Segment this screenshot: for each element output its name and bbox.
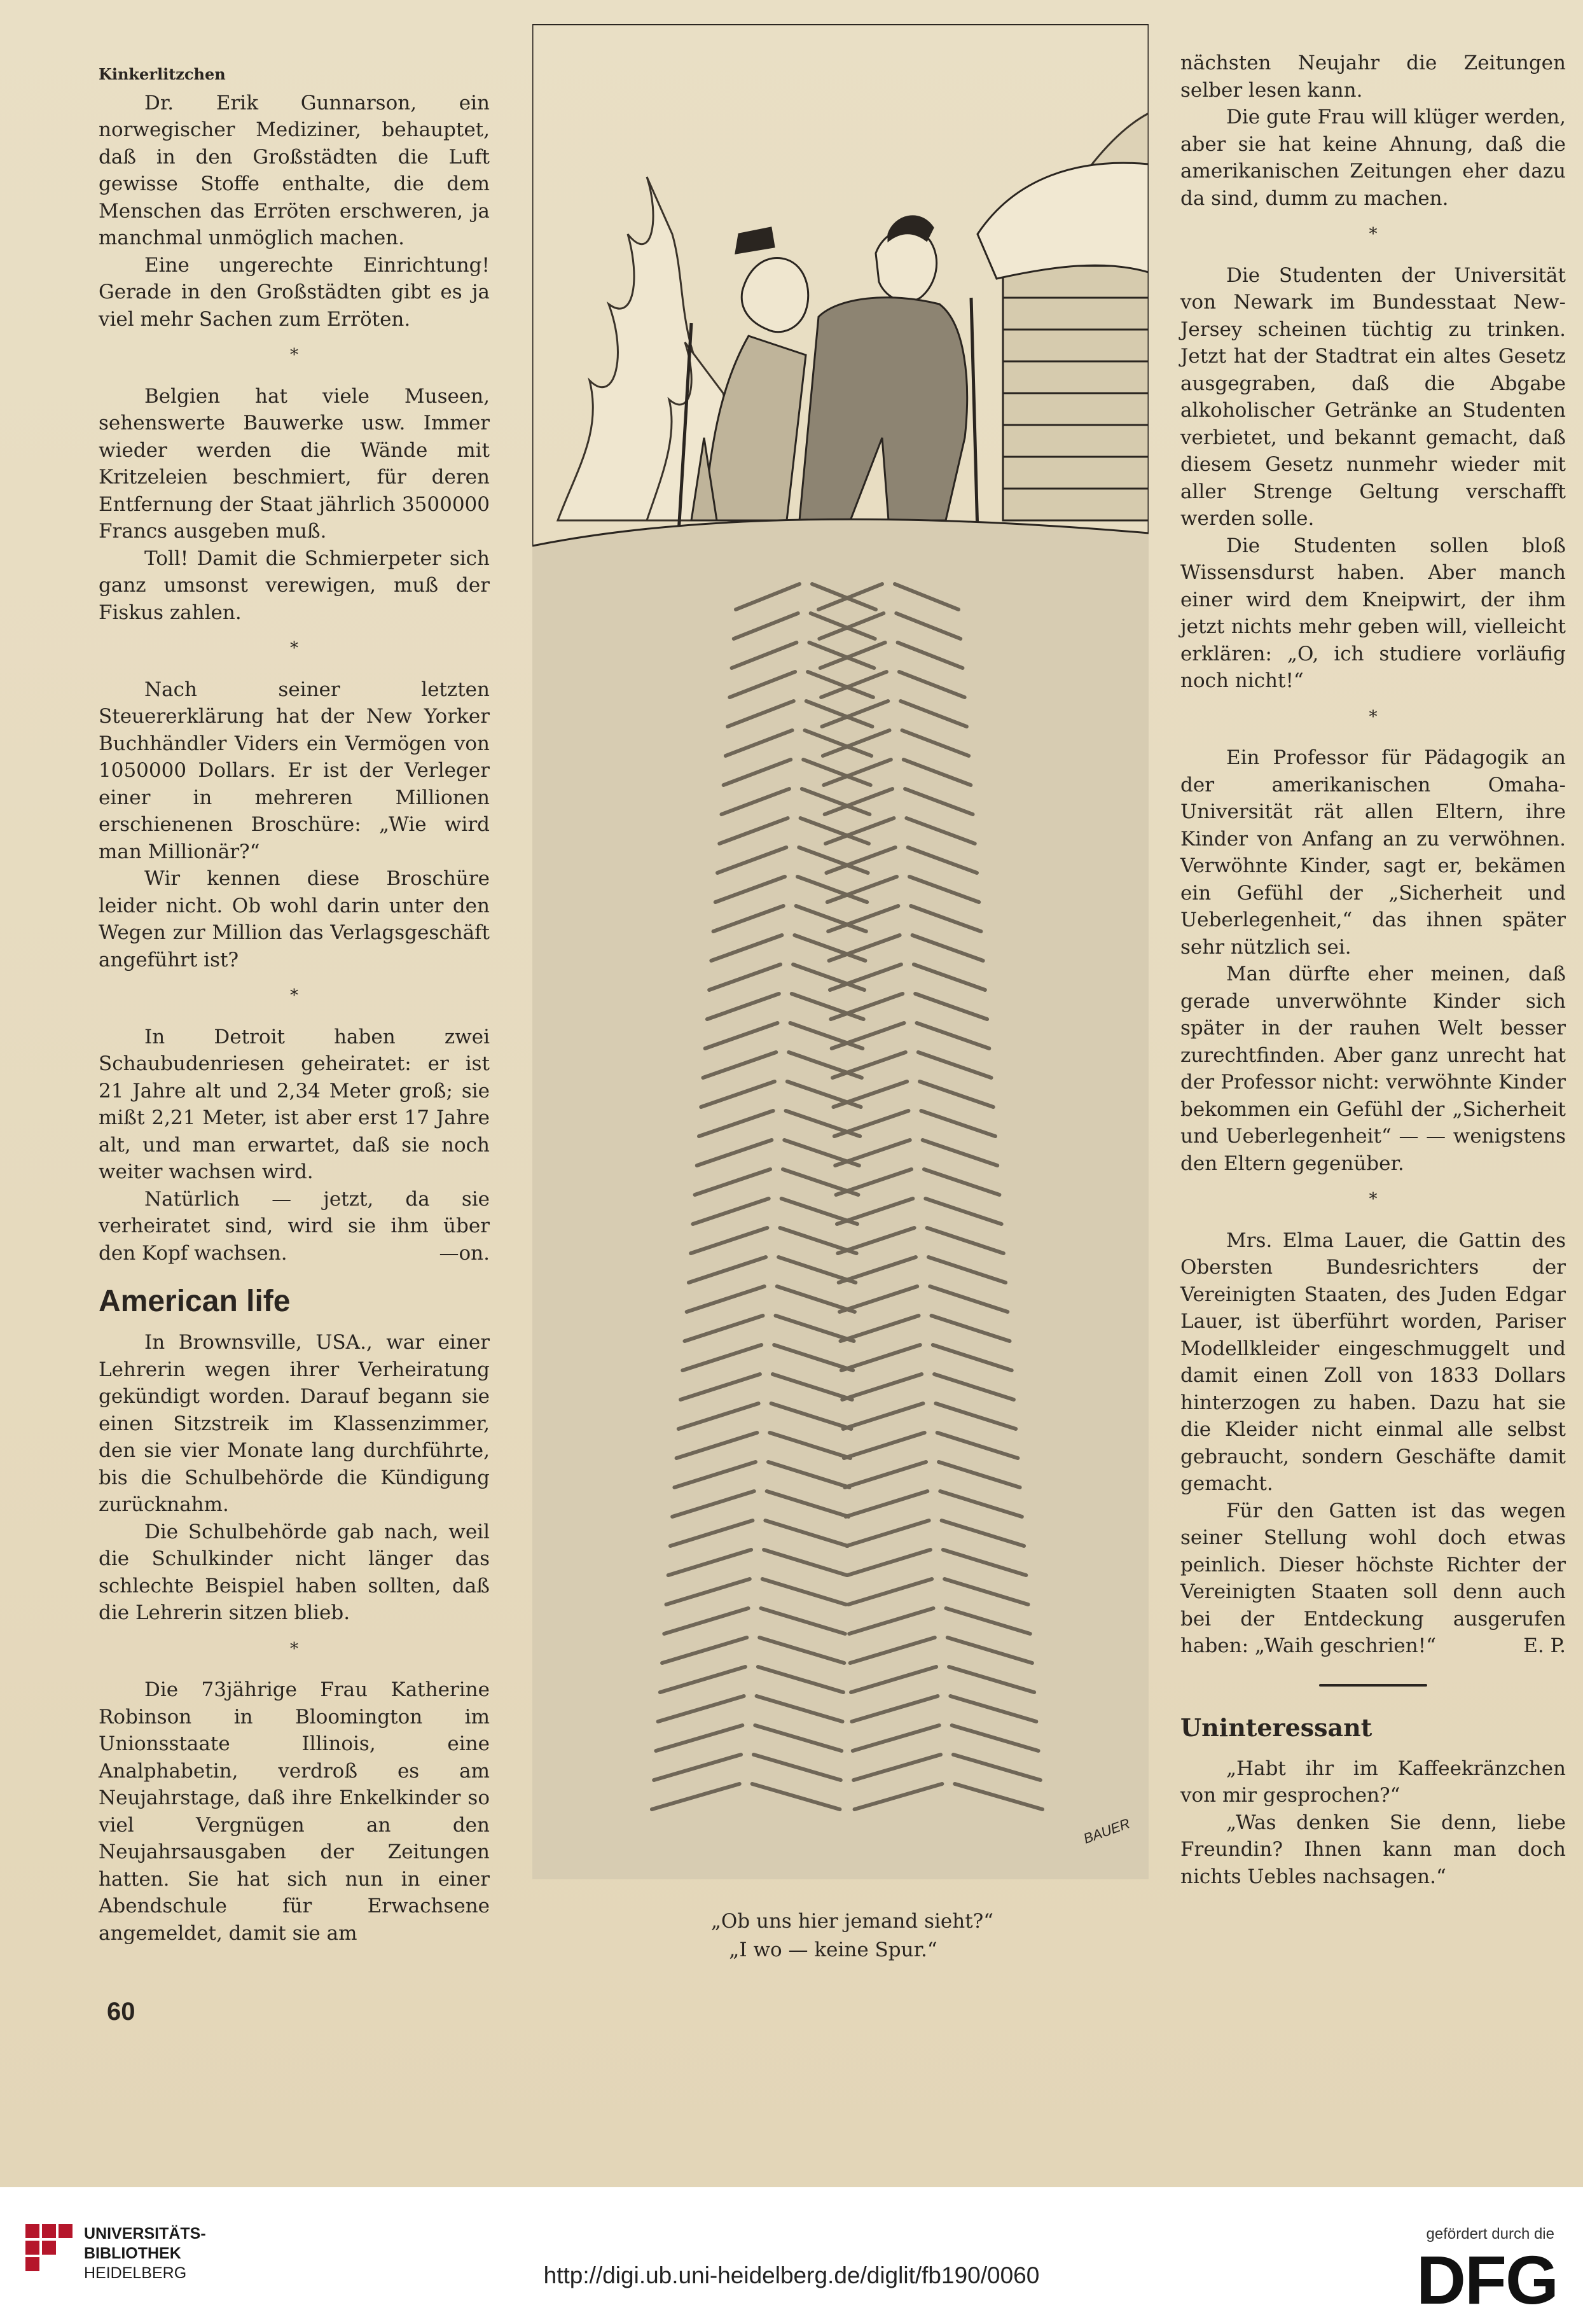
section-divider (1319, 1684, 1427, 1687)
author-signature: E. P. (1523, 1634, 1566, 1657)
paragraph: In Detroit haben zwei Schaubudenriesen geheiratet: er ist 21 Jahre alt und 2,34 Meter groß; sie mißt 2,21 Meter, ist aber erst 17 Jahre alt, und man erwartet, daß sie noch weiter wachsen wird. (99, 1025, 490, 1183)
separator-star: * (290, 986, 298, 1005)
right-column (1180, 50, 1566, 1890)
column-header: Kinkerlitzchen (99, 65, 226, 83)
caption-line: „I wo — keine Spur.“ (729, 1938, 937, 1961)
viewer-footer (0, 2187, 1583, 2324)
separator-star: * (1369, 1190, 1378, 1209)
paragraph: Die gute Frau will klüger werden, aber sie hat keine Ahnung, daß die amerikanischen Zeitungen eher dazu da sind, dumm zu machen. (1180, 106, 1566, 210)
institution-line: UNIVERSITÄTS- (84, 2225, 206, 2243)
paragraph: Nach seiner letzten Steuererklärung hat der New Yorker Buchhändler Viders ein Vermögen von 1050000 Dollars. Er ist der Verleger einer in mehreren Millionen erschienenen Broschüre: „Wie wird man Millionär?“ (99, 678, 490, 863)
illustration-caption (636, 1907, 1030, 1965)
paragraph: Man dürfte eher meinen, daß gerade unverwöhnte Kinder sich später in der rauhen Welt besser zurechtfinden. Aber ganz unrecht hat der Professor nicht: verwöhnte Kinder bekommen ein Gefühl der „Sicherheit und Ueberlegenheit“ — — wenigstens den Eltern gegenüber. (1180, 963, 1566, 1175)
separator-star: * (1369, 225, 1378, 244)
separator-star: * (1369, 707, 1378, 727)
page-number: 60 (107, 1998, 135, 2026)
separator-star: * (290, 639, 298, 658)
institution-line: HEIDELBERG (84, 2264, 187, 2282)
cartoon-illustration (532, 24, 1149, 1879)
institution-line: BIBLIOTHEK (84, 2244, 181, 2262)
paragraph: Ein Professor für Pädagogik an der amerikanischen Omaha-Universität rät allen Eltern, ihre Kinder von Anfang an zu verwöhnen. Verwöhnte Kinder, sagt er, bekämen ein Gefühl der „Sicherheit und Ueberlegenheit,“ das ihnen später sehr nützlich sei. (1180, 746, 1566, 959)
paragraph: Dr. Erik Gunnarson, ein norwegischer Mediziner, behauptet, daß in den Großstädten die Luft gewisse Stoffe enthalte, die dem Menschen das Erröten erschweren, ja manchmal unmöglich machen. (99, 91, 490, 249)
separator-star: * (290, 1639, 298, 1659)
paragraph-text: Natürlich — jetzt, da sie verheiratet sind, wird sie ihm über den Kopf wachsen. (99, 1187, 490, 1265)
paragraph: Die Studenten der Universität von Newark im Bundesstaat New-Jersey scheinen tüchtig zu trinken. Jetzt hat der Stadtrat ein altes Gesetz ausgegraben, daß die Abgabe alkoholischer Getränke an Studenten verbietet, und bekannt gemacht, daß diesem Gesetz nunmehr wieder mit aller Strenge Geltung verschafft werden solle. (1180, 263, 1566, 530)
dfg-logo: DFG (1416, 2241, 1558, 2318)
paragraph: Wir kennen diese Broschüre leider nicht. Ob wohl darin unter den Wegen zur Million das Verlagsgeschäft angeführt ist? (99, 867, 490, 971)
separator-star: * (290, 345, 298, 365)
paragraph: „Habt ihr im Kaffeekränzchen von mir gesprochen?“ (1180, 1757, 1566, 1807)
paragraph: Belgien hat viele Museen, sehenswerte Bauwerke usw. Immer wieder werden die Wände mit Kritzeleien beschmiert, für deren Entfernung der Staat jährlich 3500000 Francs ausgeben muß. (99, 384, 490, 543)
caption-line: „Ob uns hier jemand sieht?“ (710, 1910, 994, 1933)
log-cabin (978, 163, 1149, 520)
paragraph: Toll! Damit die Schmierpeter sich ganz umsonst verewigen, muß der Fiskus zahlen. (99, 546, 490, 624)
paragraph: Die Studenten sollen bloß Wissensdurst haben. Aber manch einer wird dem Kneipwirt, der ihm jetzt nichts mehr geben will, vielleicht erklären: „O, ich studiere vorläufig noch nicht!“ (1180, 534, 1566, 692)
paragraph: „Was denken Sie denn, liebe Freundin? Ihnen kann man doch nichts Uebles nachsagen.“ (1180, 1811, 1566, 1888)
snow-slope (532, 519, 1149, 1879)
paragraph: nächsten Neujahr die Zeitungen selber lesen kann. (1180, 52, 1566, 102)
paragraph: In Brownsville, USA., war einer Lehrerin wegen ihrer Verheiratung gekündigt worden. Darauf begann sie einen Sitzstreik im Klassenzimmer, den sie vier Monate lang durchführte, bis die Schulbehörde die Kündigung zurücknahm. (99, 1331, 490, 1516)
paragraph (99, 1186, 490, 1267)
paragraph-text: Für den Gatten ist das wegen seiner Stellung wohl doch etwas peinlich. Dieser höchste Richter der Vereinigten Staaten soll denn auch bei der Entdeckung ausgerufen haben: „Waih geschrien!“ (1180, 1499, 1566, 1657)
paragraph: Mrs. Elma Lauer, die Gattin des Obersten Bundesrichters der Vereinigten Staaten, des Juden Edgar Lauer, ist überführt worden, Pariser Modellkleider eingeschmuggelt und damit einen Zoll von 1833 Dollars hinterzogen zu haben. Dazu hat sie die Kleider nicht einmal alle selbst gebraucht, sondern Geschäfte damit gemacht. (1180, 1228, 1566, 1495)
left-column (99, 61, 490, 1947)
section-title: American life (99, 1284, 291, 1318)
paragraph: Die 73jährige Frau Katherine Robinson in Bloomington im Unionsstaate Illinois, eine Analphabetin, verdroß es am Neujahrstage, daß ihre Enkelkinder so viel Vergnügen an den Neujahrsausgaben der Zeitungen hatten. Sie hat sich nun in einer Abendschule für Erwachsene angemeldet, damit sie am (99, 1678, 490, 1945)
skier-couple (679, 216, 978, 533)
paragraph: Eine ungerechte Einrichtung! Gerade in den Großstädten gibt es ja viel mehr Sachen zum Erröten. (99, 253, 490, 331)
funding-note: gefördert durch die (1426, 2225, 1554, 2243)
paragraph (1180, 1498, 1566, 1660)
paragraph: Die Schulbehörde gab nach, weil die Schulkinder nicht länger das schlechte Beispiel haben sollten, daß die Lehrerin sitzen blieb. (99, 1520, 490, 1624)
permalink-url[interactable]: http://digi.ub.uni-heidelberg.de/diglit/fb190/0060 (543, 2262, 1040, 2288)
section-title: Uninteressant (1180, 1713, 1372, 1742)
author-signature: —on. (439, 1241, 490, 1265)
artist-signature: BAUER (1081, 1815, 1132, 1847)
